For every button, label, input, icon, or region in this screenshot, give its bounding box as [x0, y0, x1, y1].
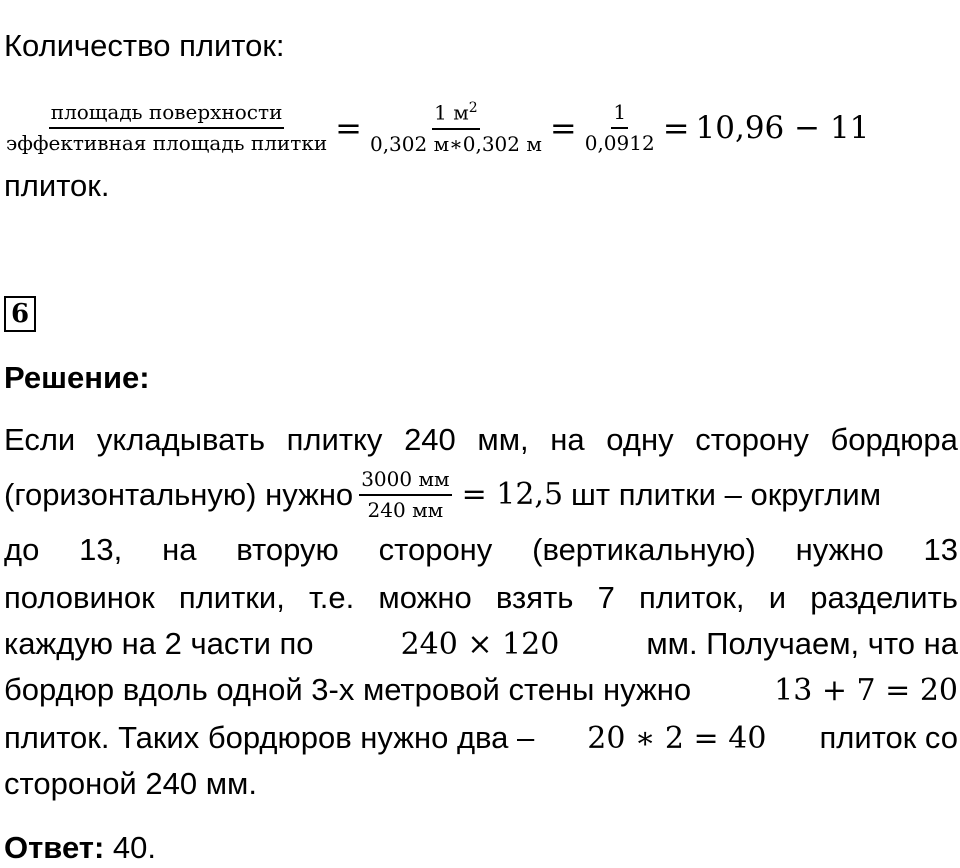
word: мм, [477, 422, 529, 457]
word: нужно [795, 532, 884, 567]
text-segment: бордюр вдоль одной 3-х метровой стены нужно [4, 672, 692, 707]
answer-label: Ответ: [4, 830, 105, 865]
math-expression: 13 + 7 = 20 [774, 673, 958, 708]
math-expression: 20 ∗ 2 = 40 [587, 721, 767, 756]
word: и [768, 580, 787, 615]
word: плиток, [639, 580, 745, 615]
solution-line-2 [4, 458, 958, 532]
fraction-numerator: площадь поверхности [49, 101, 285, 129]
fraction-denominator: 240 мм [367, 498, 444, 522]
fraction-denominator: 0,0912 [584, 131, 655, 155]
word: укладывать [96, 422, 265, 457]
word: т.е. [309, 580, 355, 615]
word: плитку [286, 422, 383, 457]
word: на [162, 532, 197, 567]
fraction-one-over-area [583, 101, 657, 155]
task-number-badge: 6 [4, 296, 36, 332]
equals-sign: = [549, 109, 577, 147]
solution-line-6 [4, 670, 958, 711]
tiles-formula [4, 88, 958, 168]
fraction-denominator: эффективная площадь плитки [6, 131, 328, 155]
word: одну [606, 422, 674, 457]
word: Если [4, 422, 76, 457]
answer-line [4, 828, 958, 868]
math-result: = 12,5 [461, 477, 564, 512]
solution-line-7 [4, 718, 958, 759]
word: 13, [79, 532, 123, 567]
formula-result: 10,96 − 11 [695, 110, 870, 146]
word: до [4, 532, 40, 567]
word: взять [495, 580, 574, 615]
word: можно [378, 580, 472, 615]
text-segment: плиток. Таких бордюров нужно два – [4, 720, 535, 755]
word: вторую [236, 532, 339, 567]
fraction-border-length [359, 468, 451, 522]
fraction-numerator: 1 $м^2$ [432, 100, 480, 130]
word: 13 [923, 532, 958, 567]
word: 7 [597, 580, 615, 615]
text-segment: мм. Получаем, что на [646, 626, 958, 661]
solution-label: Решение: [4, 360, 150, 395]
text-segment: каждую на 2 части по [4, 626, 314, 661]
word: бордюра [830, 422, 958, 457]
equals-sign: = [335, 109, 362, 147]
math-expression: 240 × 120 [400, 627, 560, 662]
solution-line-4 [4, 578, 958, 618]
answer-value: 40. [112, 830, 157, 865]
word: 240 [404, 422, 456, 457]
word: сторону [378, 532, 493, 567]
fraction-denominator: 0,302 м∗0,302 м [369, 131, 542, 156]
text-segment: (горизонтальную) нужно [4, 477, 354, 512]
solution-line-5 [4, 624, 958, 665]
equals-sign: = [662, 109, 690, 147]
word: сторону [695, 422, 809, 457]
solution-line-8: стороной 240 мм. [4, 766, 257, 801]
word: разделить [810, 580, 958, 615]
fraction-area-ratio [4, 101, 329, 155]
word: половинок [4, 580, 155, 615]
tiles-count-heading: Количество плиток: [4, 28, 285, 63]
fraction-numerator: 1 [611, 101, 628, 129]
tiles-count-tail: плиток. [4, 168, 110, 203]
fraction-square-meter [368, 100, 544, 156]
text-segment: шт плитки – округлим [571, 477, 882, 512]
solution-line-3 [4, 530, 958, 570]
word: плитки, [178, 580, 285, 615]
word: (вертикальную) [532, 532, 756, 567]
solution-line-1 [4, 420, 958, 460]
fraction-numerator: 3000 мм [359, 468, 451, 496]
text-segment: плиток со [819, 720, 958, 755]
word: на [550, 422, 585, 457]
